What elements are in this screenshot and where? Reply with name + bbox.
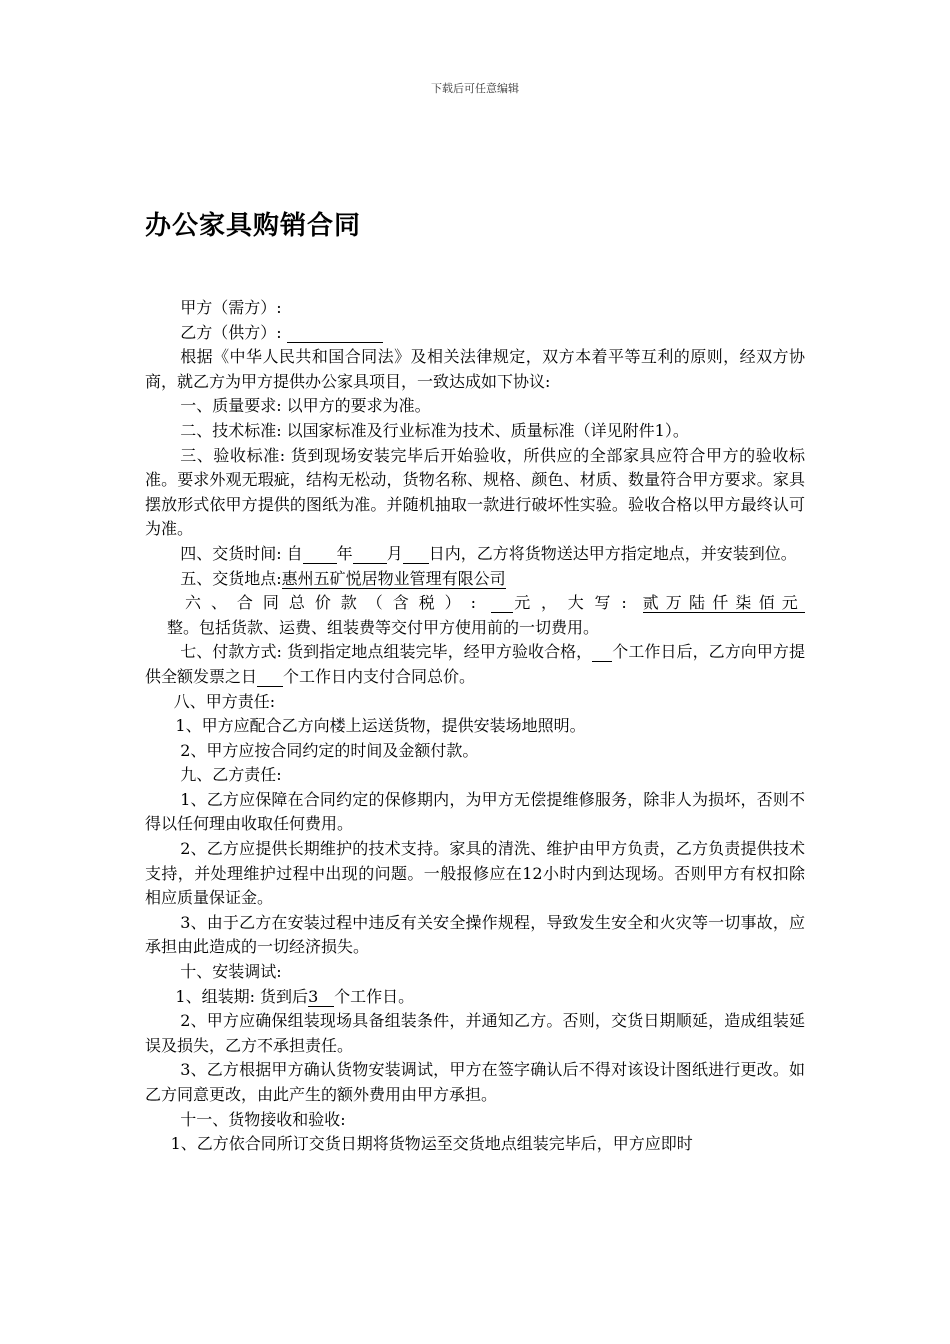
delivery-month-blank[interactable] (353, 545, 387, 564)
clause-3-acceptance-standard: 三、验收标准: 货到现场安装完毕后开始验收，所供应的全部家具应符合甲方的验收标准。要求外观无瑕疵，结构无松动，货物名称、规格、颜色、材质、数量符合甲方要求。家具摆放形式依甲方提供的图纸为准。并随机抽取一款进行破坏性实验。验收合格以甲方最终认可为准。 (145, 445, 805, 539)
total-price-blank[interactable] (491, 594, 513, 613)
clause-2-technical-standard: 二、技术标准: 以国家标准及行业标准为技术、质量标准（详见附件1）。 (180, 420, 689, 440)
clause-4-delivery-time: 四、交货时间: 自 年 月 日内，乙方将货物送达甲方指定地点，并安装到位。 (180, 543, 797, 563)
contract-body (145, 296, 805, 1157)
delivery-place-value: 惠州五矿悦居物业管理有限公司 (281, 568, 506, 588)
contract-title: 办公家具购销合同 (145, 211, 362, 241)
clause-9-item-3: 3、由于乙方在安装过程中违反有关安全操作规程，导致发生安全和火灾等一切事故，应承担由此造成的一切经济损失。 (145, 912, 805, 957)
clause-6-continued: 整。包括货款、运费、组装费等交付甲方使用前的一切费用。 (167, 617, 600, 637)
delivery-day-blank[interactable] (403, 545, 429, 564)
clause-8-party-a-duties: 八、甲方责任: (173, 691, 276, 711)
assembly-days-value: 3 (308, 988, 334, 1007)
delivery-year-blank[interactable] (303, 545, 337, 564)
clause-9-party-b-duties: 九、乙方责任: (180, 765, 282, 785)
clause-5-delivery-place: 五、交货地点:惠州五矿悦居物业管理有限公司 (180, 568, 506, 588)
clause-10-item-2: 2、甲方应确保组装现场具备组装条件，并通知乙方。否则，交货日期顺延，造成组装延误及损失，乙方不承担责任。 (145, 1011, 805, 1055)
clause-6-total-price: 六、合同总价款（含税）: 元，大写: 贰万陆仟柒佰元 (185, 593, 805, 613)
clause-11-receipt-acceptance: 十一、货物接收和验收: (180, 1109, 346, 1129)
clause-1-quality: 一、质量要求: 以甲方的要求为准。 (180, 396, 431, 416)
payment-days-blank-2[interactable] (257, 668, 283, 687)
clause-9-item-2: 2、乙方应提供长期维护的技术支持。家具的清洗、维护由甲方负责，乙方负责提供技术支持，并处理维护过程中出现的问题。一般报修应在12小时内到达现场。否则甲方有权扣除相应质量保证金。 (145, 839, 805, 908)
preamble-paragraph: 根据《中华人民共和国合同法》及相关法律规定，双方本着平等互利的原则，经双方协商，就乙方为甲方提供办公家具项目，一致达成如下协议: (145, 347, 805, 391)
clause-7-payment: 七、付款方式: 货到指定地点组装完毕，经甲方验收合格， 个工作日后，乙方向甲方提供全额发票之日 个工作日内支付合同总价。 (145, 642, 805, 686)
party-b-line: 乙方（供方）: (145, 321, 805, 346)
page-header-note: 下载后可任意编辑 (431, 82, 519, 95)
clause-10-item-3: 3、乙方根据甲方确认货物安装调试，甲方在签字确认后不得对该设计图纸进行更改。如乙方同意更改，由此产生的额外费用由甲方承担。 (145, 1060, 805, 1104)
clause-8-item-2: 2、甲方应按合同约定的时间及金额付款。 (180, 740, 479, 760)
clause-9-item-1: 1、乙方应保障在合同约定的保修期内，为甲方无偿提维修服务，除非人为损坏，否则不得以任何理由收取任何费用。 (145, 789, 805, 834)
party-b-blank[interactable] (287, 324, 383, 343)
clause-11-item-1: 1、乙方依合同所订交货日期将货物运至交货地点组装完毕后，甲方应即时 (170, 1134, 693, 1154)
clause-10-item-1: 1、组装期: 货到后3 个工作日。 (175, 986, 415, 1006)
clause-8-item-1: 1、甲方应配合乙方向楼上运送货物，提供安装场地照明。 (175, 716, 586, 736)
payment-days-blank-1[interactable] (592, 643, 612, 662)
total-price-in-words: 贰万陆仟柒佰元 (642, 593, 805, 613)
clause-10-installation: 十、安装调试: (180, 962, 282, 982)
party-a-line: 甲方（需方）: (180, 298, 282, 317)
